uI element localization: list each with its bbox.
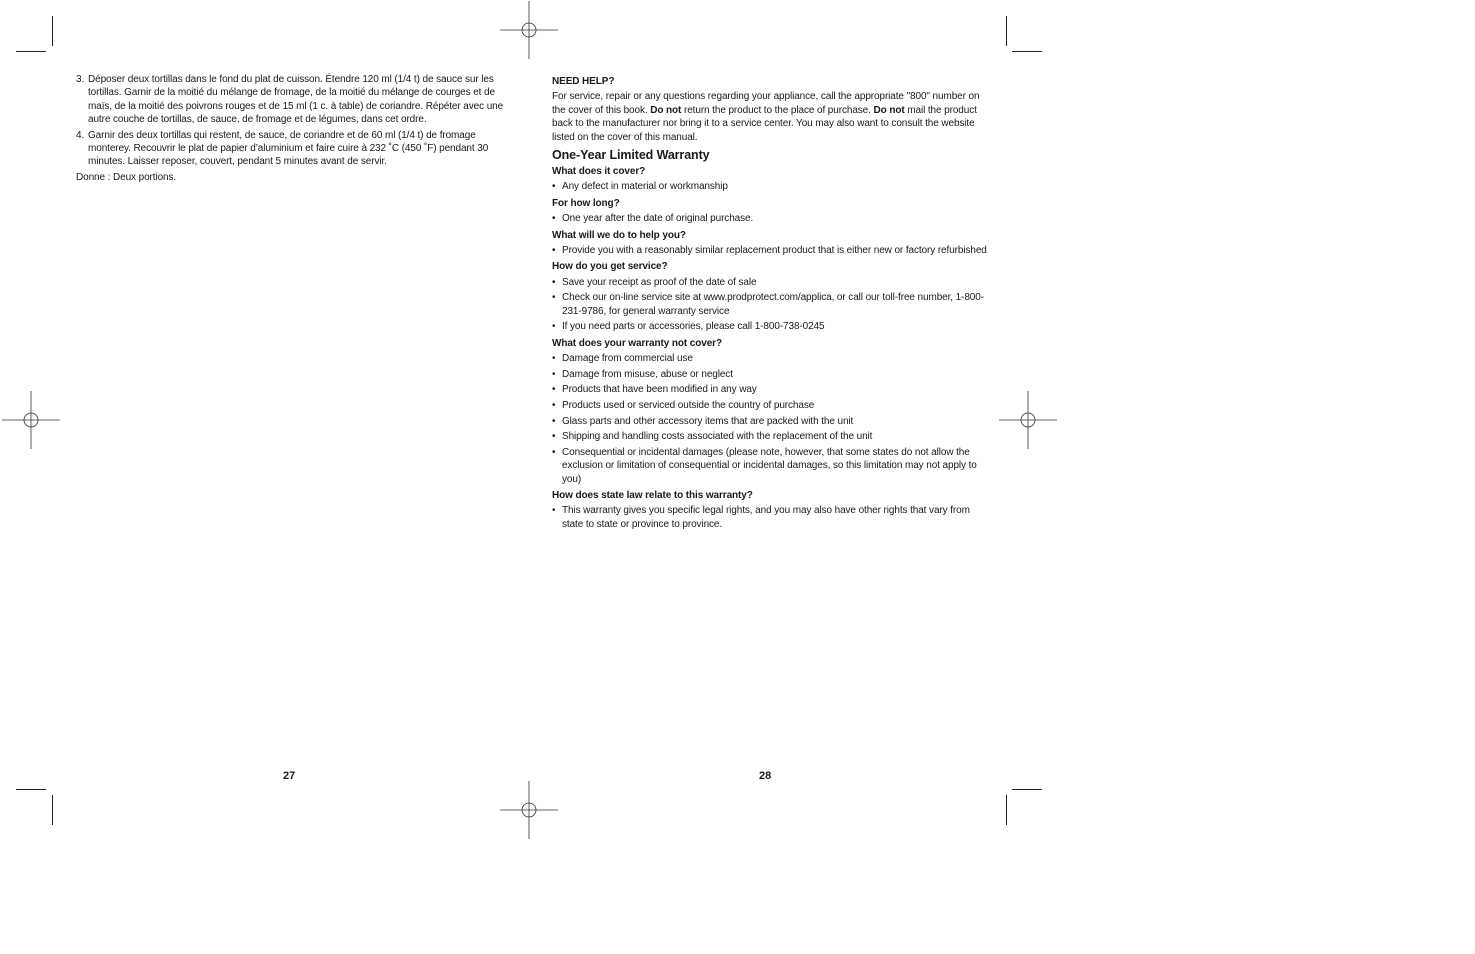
step-number: 3.	[76, 74, 85, 85]
section-heading: How do you get service?	[552, 261, 668, 273]
list-item: • Damage from commercial use	[552, 353, 693, 365]
list-item: • If you need parts or accessories, please call 1-800-738-0245	[552, 321, 825, 333]
crop-mark-bottom-left-v	[52, 795, 53, 825]
list-item: • Glass parts and other accessory items that are packed with the unit	[552, 415, 854, 427]
recipe-step	[76, 73, 516, 127]
crop-mark-bottom-right-v	[1006, 795, 1007, 825]
list-item: • Consequential or incidental damages (please note, however, that some states do not allow the exclusion or limitation of consequential or incidental damages, so this limitation may not apply to you)	[552, 446, 977, 485]
list-item: • Damage from misuse, abuse or neglect	[552, 368, 733, 380]
need-help-paragraph: For service, repair or any questions regarding your appliance, call the appropriate "800" number on the cover of this book. Do not return the product to the place of purchase. Do not mail the product back to the manufacturer nor bring it to a service center. You may also want to consult the website listed on the cover of this manual.	[552, 91, 980, 143]
section-heading: What will we do to help you?	[552, 229, 686, 241]
section-heading: What does your warranty not cover?	[552, 337, 722, 349]
crop-mark-bottom-right-h	[1012, 789, 1042, 790]
step-text: Déposer deux tortillas dans le fond du plat de cuisson. Étendre 120 ml (1/4 t) de sauce sur les tortillas. Garnir de la moitié du mélange de fromage, de la moitié du mélange de courges et de maïs, de la moitié des poivrons rouges et de 15 ml (1 c. à table) de coriandre. Répéter avec une autre couche de tortillas, de sauce, de fromage et de légumes, dans cet ordre.	[88, 74, 504, 126]
bullet-list	[552, 504, 992, 531]
crop-mark-bottom-left-h	[16, 789, 46, 790]
registration-mark-right	[999, 391, 1057, 449]
list-item: • Products used or serviced outside the country of purchase	[552, 400, 815, 412]
section-heading: What does it cover?	[552, 166, 646, 178]
list-item: • Products that have been modified in any way	[552, 384, 757, 396]
step-text: Garnir des deux tortillas qui restent, de sauce, de coriandre et de 60 ml (1/4 t) de fromage monterey. Recouvrir le plat de papier d’aluminium et faire cuire à 232 ˚C (450 ˚F) pendant 30 minutes. Laisser reposer, couvert, pendant 5 minutes avant de servir.	[88, 129, 489, 168]
warranty-title: One-Year Limited Warranty	[552, 148, 710, 163]
section-heading: For how long?	[552, 197, 620, 209]
bullet-list	[552, 212, 992, 225]
list-item: • Shipping and handling costs associated with the replacement of the unit	[552, 431, 873, 443]
section-heading: How does state law relate to this warranty?	[552, 490, 753, 502]
crop-mark-top-right-v	[1006, 16, 1007, 46]
recipe-yield: Donne : Deux portions.	[76, 171, 177, 183]
bullet-list	[552, 276, 992, 334]
recipe-step	[76, 129, 516, 169]
bullet-list	[552, 180, 992, 193]
bullet-list	[552, 352, 992, 486]
left-page-content	[76, 73, 516, 184]
registration-mark-left	[2, 391, 60, 449]
crop-mark-top-left-v	[52, 16, 53, 46]
page-number-right: 28	[759, 770, 772, 782]
bullet-list	[552, 244, 992, 257]
step-number: 4.	[76, 129, 85, 141]
list-item: • Provide you with a reasonably similar replacement product that is either new or factory refurbished	[552, 245, 987, 257]
list-item: • Save your receipt as proof of the date of sale	[552, 276, 757, 288]
right-page-content	[552, 73, 992, 534]
list-item: • Any defect in material or workmanship	[552, 181, 728, 193]
crop-mark-top-right-h	[1012, 51, 1042, 52]
crop-mark-top-left-h	[16, 51, 46, 52]
registration-mark-bottom	[500, 781, 558, 839]
list-item: • Check our on-line service site at www.prodprotect.com/applica, or call our toll-free number, 1-800-231-9786, for general warranty service	[552, 292, 984, 317]
registration-mark-top	[500, 1, 558, 59]
list-item: • This warranty gives you specific legal rights, and you may also have other rights that vary from state to state or province to province.	[552, 505, 970, 530]
need-help-heading: NEED HELP?	[552, 76, 615, 87]
page-number-left: 27	[283, 770, 296, 782]
list-item: • One year after the date of original purchase.	[552, 213, 754, 225]
